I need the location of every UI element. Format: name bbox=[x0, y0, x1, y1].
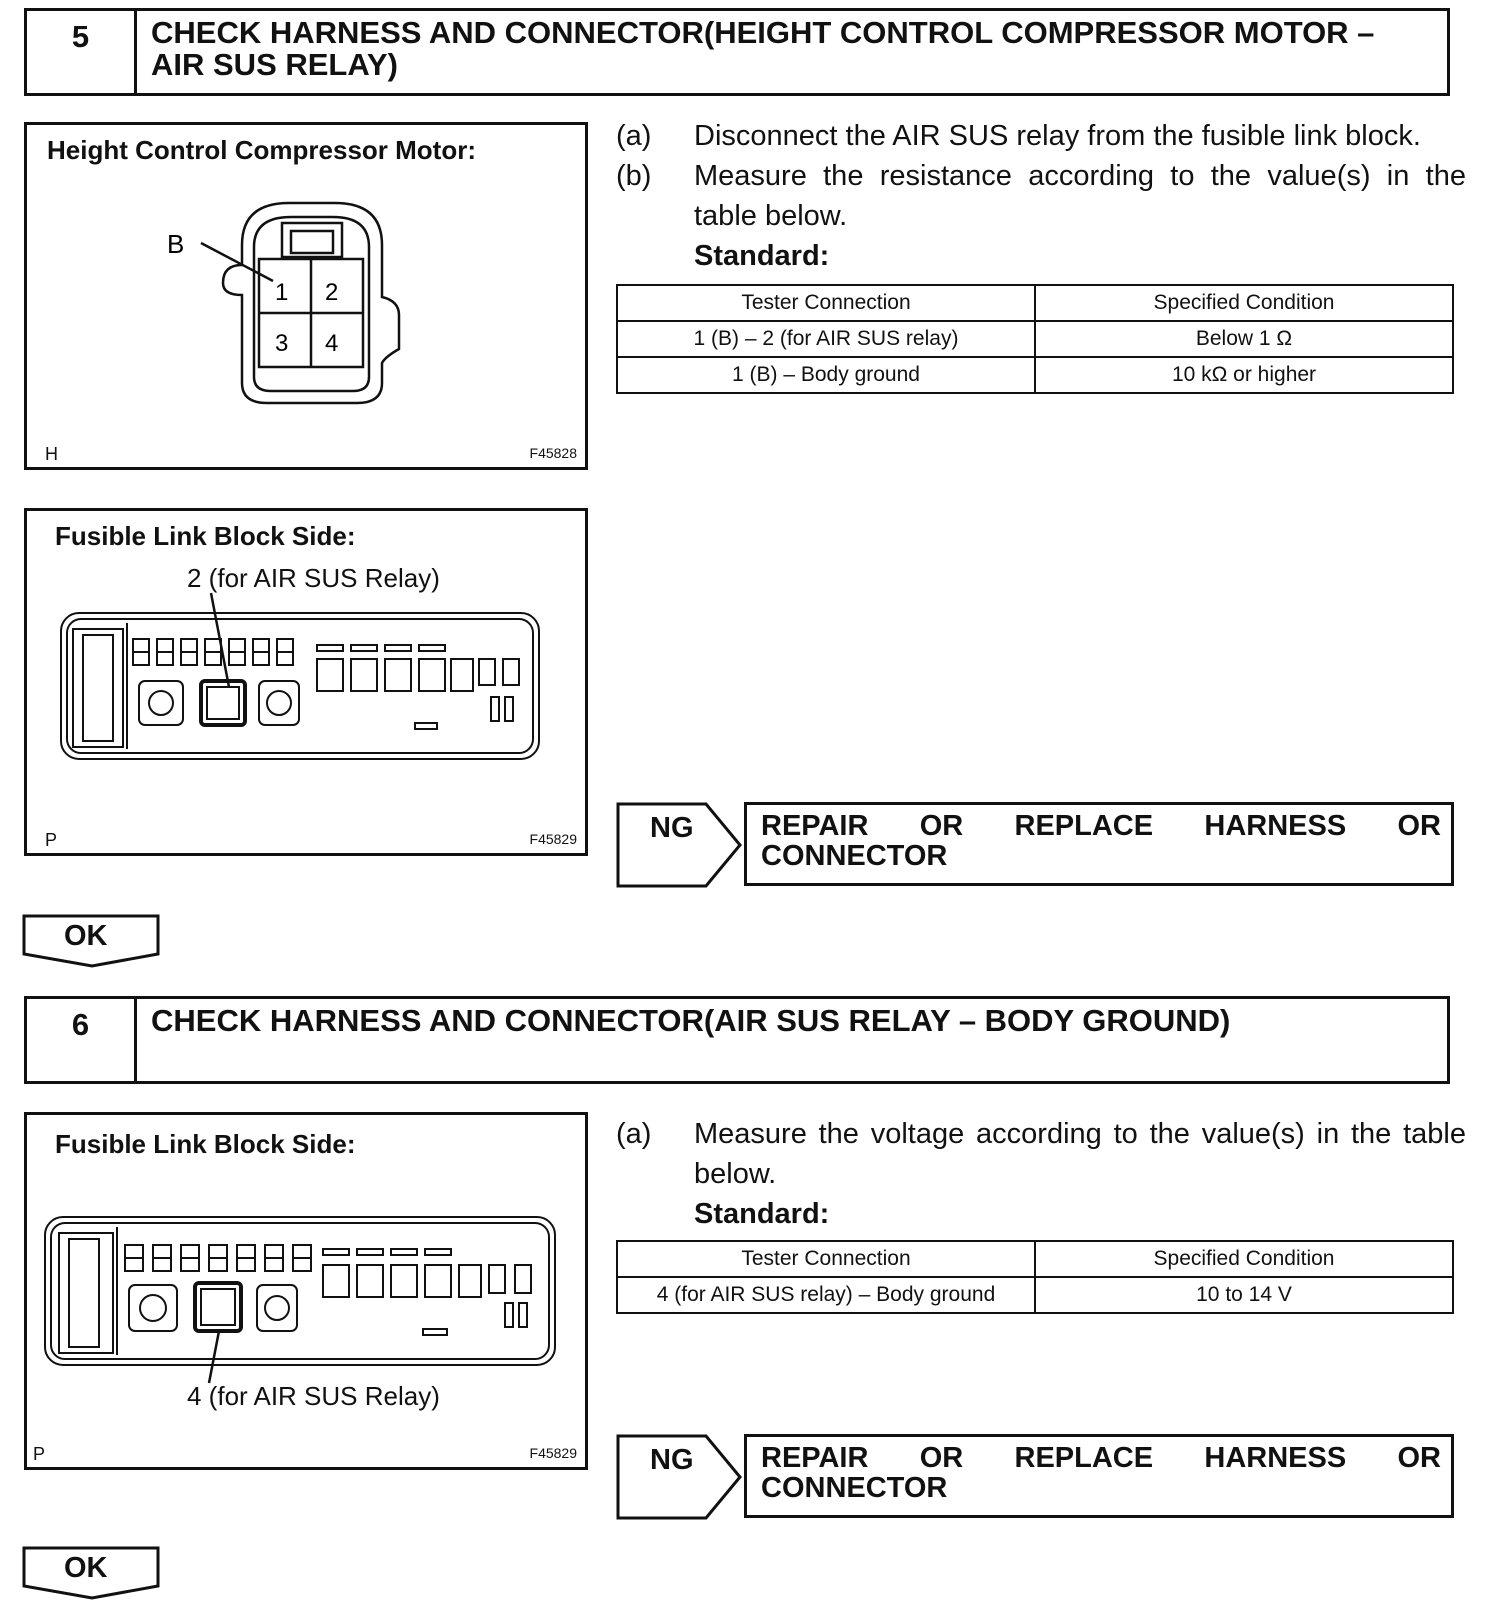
ok-label: OK bbox=[64, 920, 108, 952]
ng-action-text: REPAIR OR REPLACE HARNESS OR bbox=[761, 1442, 1441, 1474]
instruction-text: Measure the resistance according to the value(s) in the table below. bbox=[694, 160, 1466, 232]
ng-action-text-line2: CONNECTOR bbox=[761, 1472, 948, 1504]
ng-label: NG bbox=[650, 812, 694, 844]
ng-action-box bbox=[744, 802, 1454, 886]
table-cell: 4 (for AIR SUS relay) – Body ground bbox=[617, 1277, 1035, 1313]
ok-label: OK bbox=[64, 1552, 108, 1584]
pin-3-label: 3 bbox=[275, 330, 289, 357]
fusible-link-block-drawing bbox=[27, 511, 585, 853]
fusible-link-block-drawing bbox=[27, 1115, 585, 1467]
fusible-link-block-figure bbox=[24, 1112, 588, 1470]
step-title: CHECK HARNESS AND CONNECTOR(AIR SUS RELAY – BODY GROUND) bbox=[151, 1003, 1231, 1038]
figure-corner-mark: P bbox=[45, 830, 58, 850]
resistance-spec-table bbox=[616, 284, 1454, 394]
step-5-header bbox=[24, 8, 1450, 96]
step-number: 5 bbox=[27, 11, 137, 93]
figure-code: F45829 bbox=[529, 1445, 577, 1461]
standard-label: Standard: bbox=[694, 1198, 830, 1230]
ng-action-box bbox=[744, 1434, 1454, 1518]
step-5-instructions bbox=[616, 116, 1466, 276]
instruction-label: (a) bbox=[616, 120, 652, 152]
instruction-b bbox=[616, 156, 1466, 236]
table-cell: 1 (B) – Body ground bbox=[617, 357, 1035, 393]
table-cell: 10 kΩ or higher bbox=[1035, 357, 1453, 393]
instruction-a bbox=[616, 1114, 1466, 1194]
table-header-row bbox=[617, 1241, 1453, 1277]
table-cell: Below 1 Ω bbox=[1035, 321, 1453, 357]
figure-code: F45829 bbox=[529, 831, 577, 847]
pin-1-label: 1 bbox=[275, 279, 289, 306]
table-header: Specified Condition bbox=[1035, 1241, 1453, 1277]
pin-2-label: 2 bbox=[325, 279, 339, 306]
table-header: Tester Connection bbox=[617, 285, 1035, 321]
ng-action-text: REPAIR OR REPLACE HARNESS OR bbox=[761, 810, 1441, 842]
step-number: 6 bbox=[27, 999, 137, 1081]
step-6-header bbox=[24, 996, 1450, 1084]
table-row bbox=[617, 1277, 1453, 1313]
table-cell: 1 (B) – 2 (for AIR SUS relay) bbox=[617, 321, 1035, 357]
table-header: Tester Connection bbox=[617, 1241, 1035, 1277]
instruction-label: (a) bbox=[616, 1118, 652, 1150]
connector-drawing bbox=[27, 125, 585, 467]
instruction-a bbox=[616, 116, 1466, 156]
pin-b-label: B bbox=[167, 229, 185, 259]
instruction-text: Measure the voltage according to the value(s) in the table below. bbox=[694, 1118, 1466, 1190]
ng-action-text-line2: CONNECTOR bbox=[761, 840, 948, 872]
table-row bbox=[617, 321, 1453, 357]
figure-caption: Fusible Link Block Side: bbox=[55, 521, 356, 551]
table-row bbox=[617, 357, 1453, 393]
table-cell: 10 to 14 V bbox=[1035, 1277, 1453, 1313]
pin-4-label: 4 bbox=[325, 330, 339, 357]
instruction-label: (b) bbox=[616, 160, 652, 192]
instruction-text: Disconnect the AIR SUS relay from the fusible link block. bbox=[694, 120, 1421, 152]
figure-corner-mark: H bbox=[45, 444, 58, 464]
figure-caption: Fusible Link Block Side: bbox=[55, 1129, 356, 1159]
standard-label: Standard: bbox=[694, 240, 830, 272]
compressor-motor-connector-figure bbox=[24, 122, 588, 470]
callout-label: 4 (for AIR SUS Relay) bbox=[187, 1381, 440, 1411]
figure-code: F45828 bbox=[529, 445, 577, 461]
figure-corner-mark: P bbox=[33, 1444, 46, 1464]
step-6-instructions bbox=[616, 1114, 1466, 1234]
callout-label: 2 (for AIR SUS Relay) bbox=[187, 563, 440, 593]
voltage-spec-table bbox=[616, 1240, 1454, 1314]
table-header-row bbox=[617, 285, 1453, 321]
fusible-link-block-figure bbox=[24, 508, 588, 856]
table-header: Specified Condition bbox=[1035, 285, 1453, 321]
ng-label: NG bbox=[650, 1444, 694, 1476]
figure-caption: Height Control Compressor Motor: bbox=[47, 135, 476, 165]
step-title: CHECK HARNESS AND CONNECTOR(HEIGHT CONTROL COMPRESSOR MOTOR – AIR SUS RELAY) bbox=[151, 15, 1375, 82]
